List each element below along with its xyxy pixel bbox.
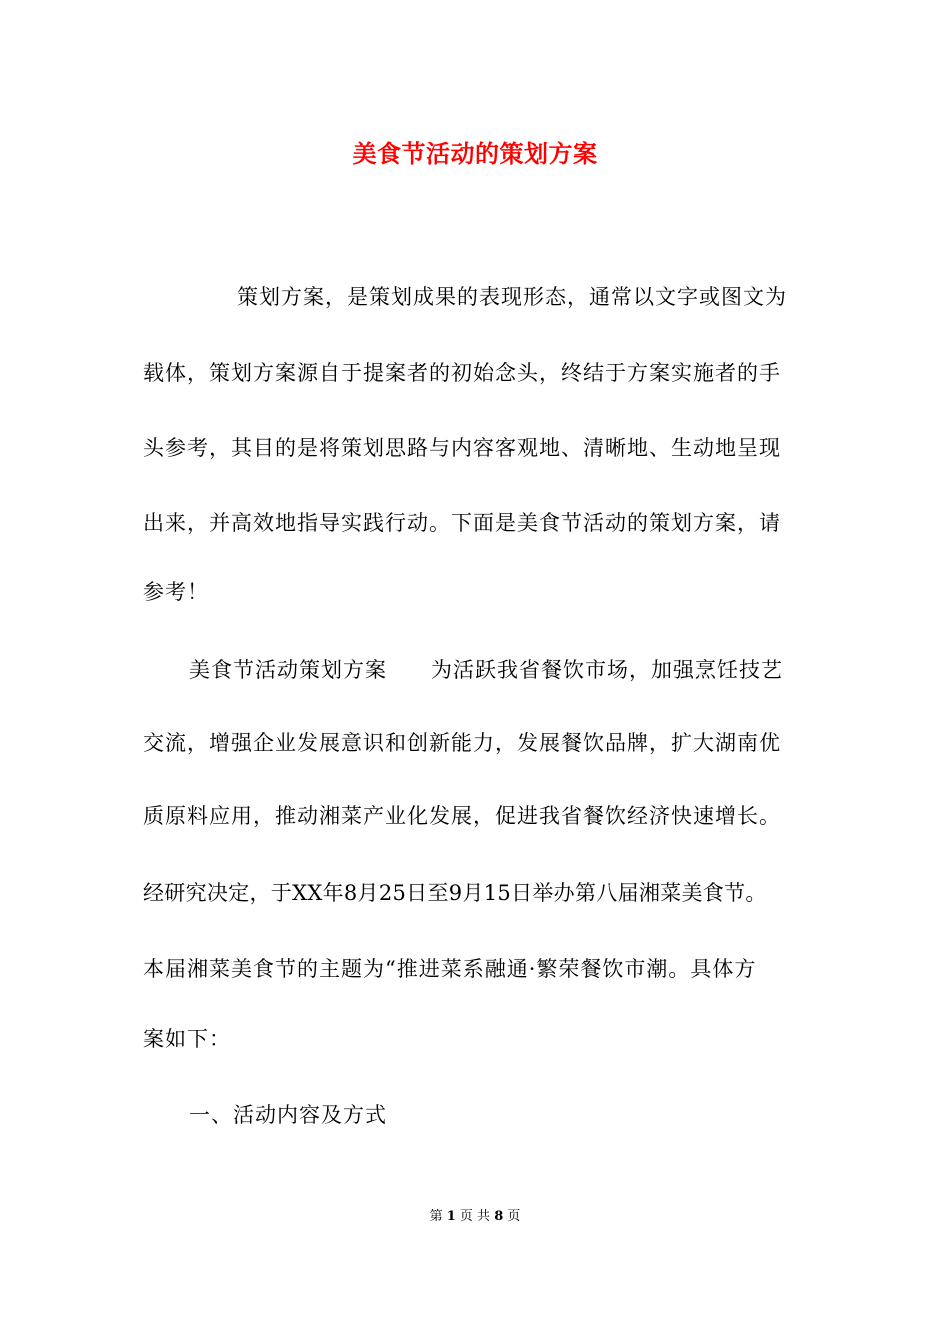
paragraph-line: 头参考，其目的是将策划思路与内容客观地、清晰地、生动地呈现 (143, 436, 781, 460)
paragraph-line: 交流，增强企业发展意识和创新能力，发展餐饮品牌，扩大湖南优 (143, 731, 781, 755)
paragraph-line: 美食节活动策划方案 为活跃我省餐饮市场，加强烹饪技艺 (189, 658, 783, 682)
paragraph-line: 参考！ (143, 580, 209, 604)
paragraph-line: 策划方案，是策划成果的表现形态，通常以文字或图文为 (237, 285, 787, 309)
paragraph-line: 出来，并高效地指导实践行动。下面是美食节活动的策划方案，请 (143, 511, 781, 535)
footer-prefix: 第 (429, 1209, 443, 1224)
section-heading: 一、活动内容及方式 (189, 1103, 387, 1127)
page-footer (0, 1207, 950, 1227)
paragraph-line: 载体，策划方案源自于提案者的初始念头，终结于方案实施者的手 (143, 361, 781, 385)
paragraph-line: 案如下： (143, 1027, 231, 1051)
document-title: 美食节活动的策划方案 (352, 139, 598, 168)
footer-total-pages: 8 (494, 1209, 504, 1224)
footer-suffix: 页 (507, 1209, 521, 1224)
paragraph-line: 本届湘菜美食节的主题为“推进菜系融通·繁荣餐饮市潮。具体方 (143, 957, 757, 981)
footer-middle: 页 共 (459, 1209, 491, 1224)
paragraph-line: 质原料应用，推动湘菜产业化发展，促进我省餐饮经济快速增长。 (143, 804, 781, 828)
footer-page-number: 1 (446, 1209, 456, 1224)
paragraph-line: 经研究决定，于XX年8月25日至9月15日举办第八届湘菜美食节。 (143, 881, 767, 905)
